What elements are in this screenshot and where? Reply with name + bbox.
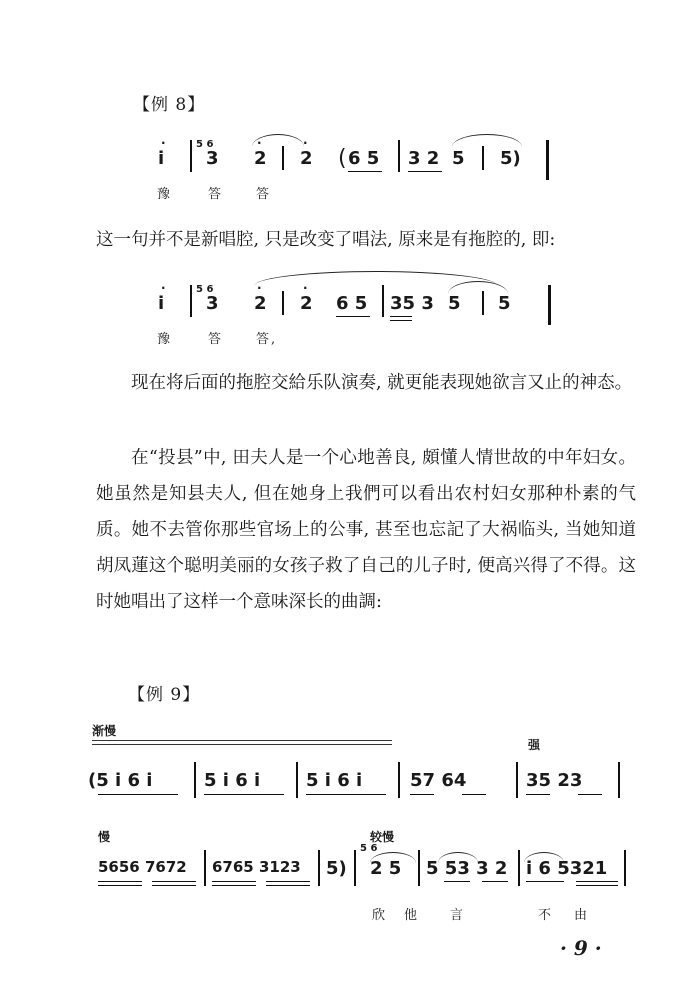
note: 2: [254, 148, 267, 169]
barline: [482, 291, 484, 315]
beam: [576, 885, 618, 886]
barline: [418, 850, 420, 886]
note: 5: [452, 148, 465, 169]
example-9-label: 【例 9】: [128, 685, 201, 705]
paren-open: (: [338, 146, 347, 171]
barline: [194, 762, 196, 798]
lyric: 欣: [372, 908, 388, 923]
lyric: 答: [256, 187, 272, 202]
lyric: 他: [404, 908, 420, 923]
beam: [482, 881, 508, 882]
measure: 35 23: [526, 770, 583, 791]
lyric: 答,: [256, 332, 278, 347]
high-dot: ·: [303, 136, 308, 150]
beam: [444, 881, 470, 882]
barline: [190, 140, 192, 172]
beam: [410, 794, 434, 795]
barline: [624, 850, 626, 886]
beam: [266, 881, 310, 882]
note: 5: [448, 293, 461, 314]
barline: [190, 285, 192, 317]
barline: [296, 762, 298, 798]
high-dot: ·: [161, 281, 166, 295]
barline: [516, 762, 518, 798]
final-barline: [546, 140, 549, 180]
beam: [390, 320, 412, 321]
measure: 5): [326, 858, 347, 879]
tempo-line: [92, 744, 392, 745]
example-8-label: 【例 8】: [133, 95, 206, 115]
slur: [524, 852, 564, 863]
note: 6 5: [336, 293, 368, 314]
lyric: 答: [208, 187, 224, 202]
lyric: 豫: [157, 187, 173, 202]
barline: [398, 140, 400, 172]
beam: [578, 794, 602, 795]
measure: 5 i 6 i: [204, 770, 261, 791]
measure: 5 i 6 i: [306, 770, 363, 791]
beam: [526, 794, 550, 795]
beam: [204, 794, 284, 795]
note: 5): [500, 148, 521, 169]
beam: [336, 316, 370, 317]
beam: [98, 881, 142, 882]
barline: [282, 291, 284, 315]
note: 6 5: [348, 148, 380, 169]
tempo-line: [92, 740, 392, 741]
barline: [518, 850, 520, 886]
note: i: [158, 293, 165, 314]
barline: [282, 146, 284, 170]
note: 35 3: [390, 293, 434, 314]
score-row-1: [88, 762, 628, 806]
slur: [438, 852, 478, 863]
measure: 5 53 3 2: [426, 858, 508, 879]
paragraph: 在“投县”中, 田夫人是一个心地善良, 頗懂人情世故的中年妇女。她虽然是知县夫人, 但在她身上我們可以看出农村妇女那种朴素的气质。她不去管你那些官场上的公事, 甚至也忘記了大祸临头, 当她知道胡凤蓮这个聪明美丽的女孩子救了自己的儿子时, 便高兴得了不得。这时她唱出了这样一个意味深长的曲調:: [96, 448, 636, 612]
lyric: 由: [574, 908, 590, 923]
page-number: · 9 ·: [560, 936, 602, 960]
beam: [152, 885, 196, 886]
beam: [348, 171, 382, 172]
note: 2: [300, 148, 313, 169]
beam: [212, 885, 256, 886]
beam: [152, 881, 196, 882]
beam: [98, 794, 178, 795]
barline: [382, 285, 384, 317]
score-line-1: [150, 136, 570, 180]
beam: [390, 316, 412, 317]
barline: [618, 762, 620, 798]
note: i: [158, 148, 165, 169]
beam: [408, 171, 442, 172]
beam: [306, 794, 386, 795]
barline: [354, 850, 356, 886]
note: 3: [206, 148, 219, 169]
slur: [452, 134, 522, 147]
beam: [266, 885, 310, 886]
paragraph: 这一句并不是新唱腔, 只是改变了唱法, 原来是有拖腔的, 即:: [96, 230, 556, 250]
score-line-2: [150, 281, 570, 325]
tempo-mark: 较慢: [370, 830, 395, 844]
barline: [204, 850, 206, 886]
measure: 2 5: [370, 858, 402, 879]
barline: [398, 762, 400, 798]
grace-note: 5 6: [360, 843, 378, 854]
barline: [482, 146, 484, 170]
note: 3 2: [408, 148, 440, 169]
measure: 57 64: [410, 770, 467, 791]
final-barline: [548, 285, 551, 325]
tempo-mark: 慢: [98, 830, 111, 844]
beam: [98, 885, 142, 886]
lyric: 言: [450, 908, 466, 923]
high-dot: ·: [257, 136, 262, 150]
high-dot: ·: [303, 281, 308, 295]
note: 2: [300, 293, 313, 314]
note: 2: [254, 293, 267, 314]
paragraph: 现在将后面的拖腔交給乐队演奏, 就更能表现她欲言又止的神态。: [131, 373, 633, 393]
measure: 5656 7672: [98, 858, 187, 876]
lyric: 答: [208, 332, 224, 347]
high-dot: ·: [161, 136, 166, 150]
measure: (5 i 6 i: [88, 770, 153, 791]
beam: [462, 794, 486, 795]
note: 5: [498, 293, 511, 314]
measure: i 6 5321: [526, 858, 608, 879]
beam: [212, 881, 256, 882]
high-dot: ·: [257, 281, 262, 295]
beam: [526, 881, 564, 882]
tempo-mark: 强: [528, 738, 541, 752]
tempo-mark: 渐慢: [92, 724, 117, 738]
note: 3: [206, 293, 219, 314]
barline: [318, 850, 320, 886]
grace-note: 5 6: [196, 284, 214, 295]
grace-note: 5 6: [196, 139, 214, 150]
lyric: 不: [538, 908, 554, 923]
lyric: 豫: [157, 332, 173, 347]
beam: [576, 881, 618, 882]
score-row-2: [98, 843, 628, 894]
measure: 6765 3123: [212, 858, 301, 876]
